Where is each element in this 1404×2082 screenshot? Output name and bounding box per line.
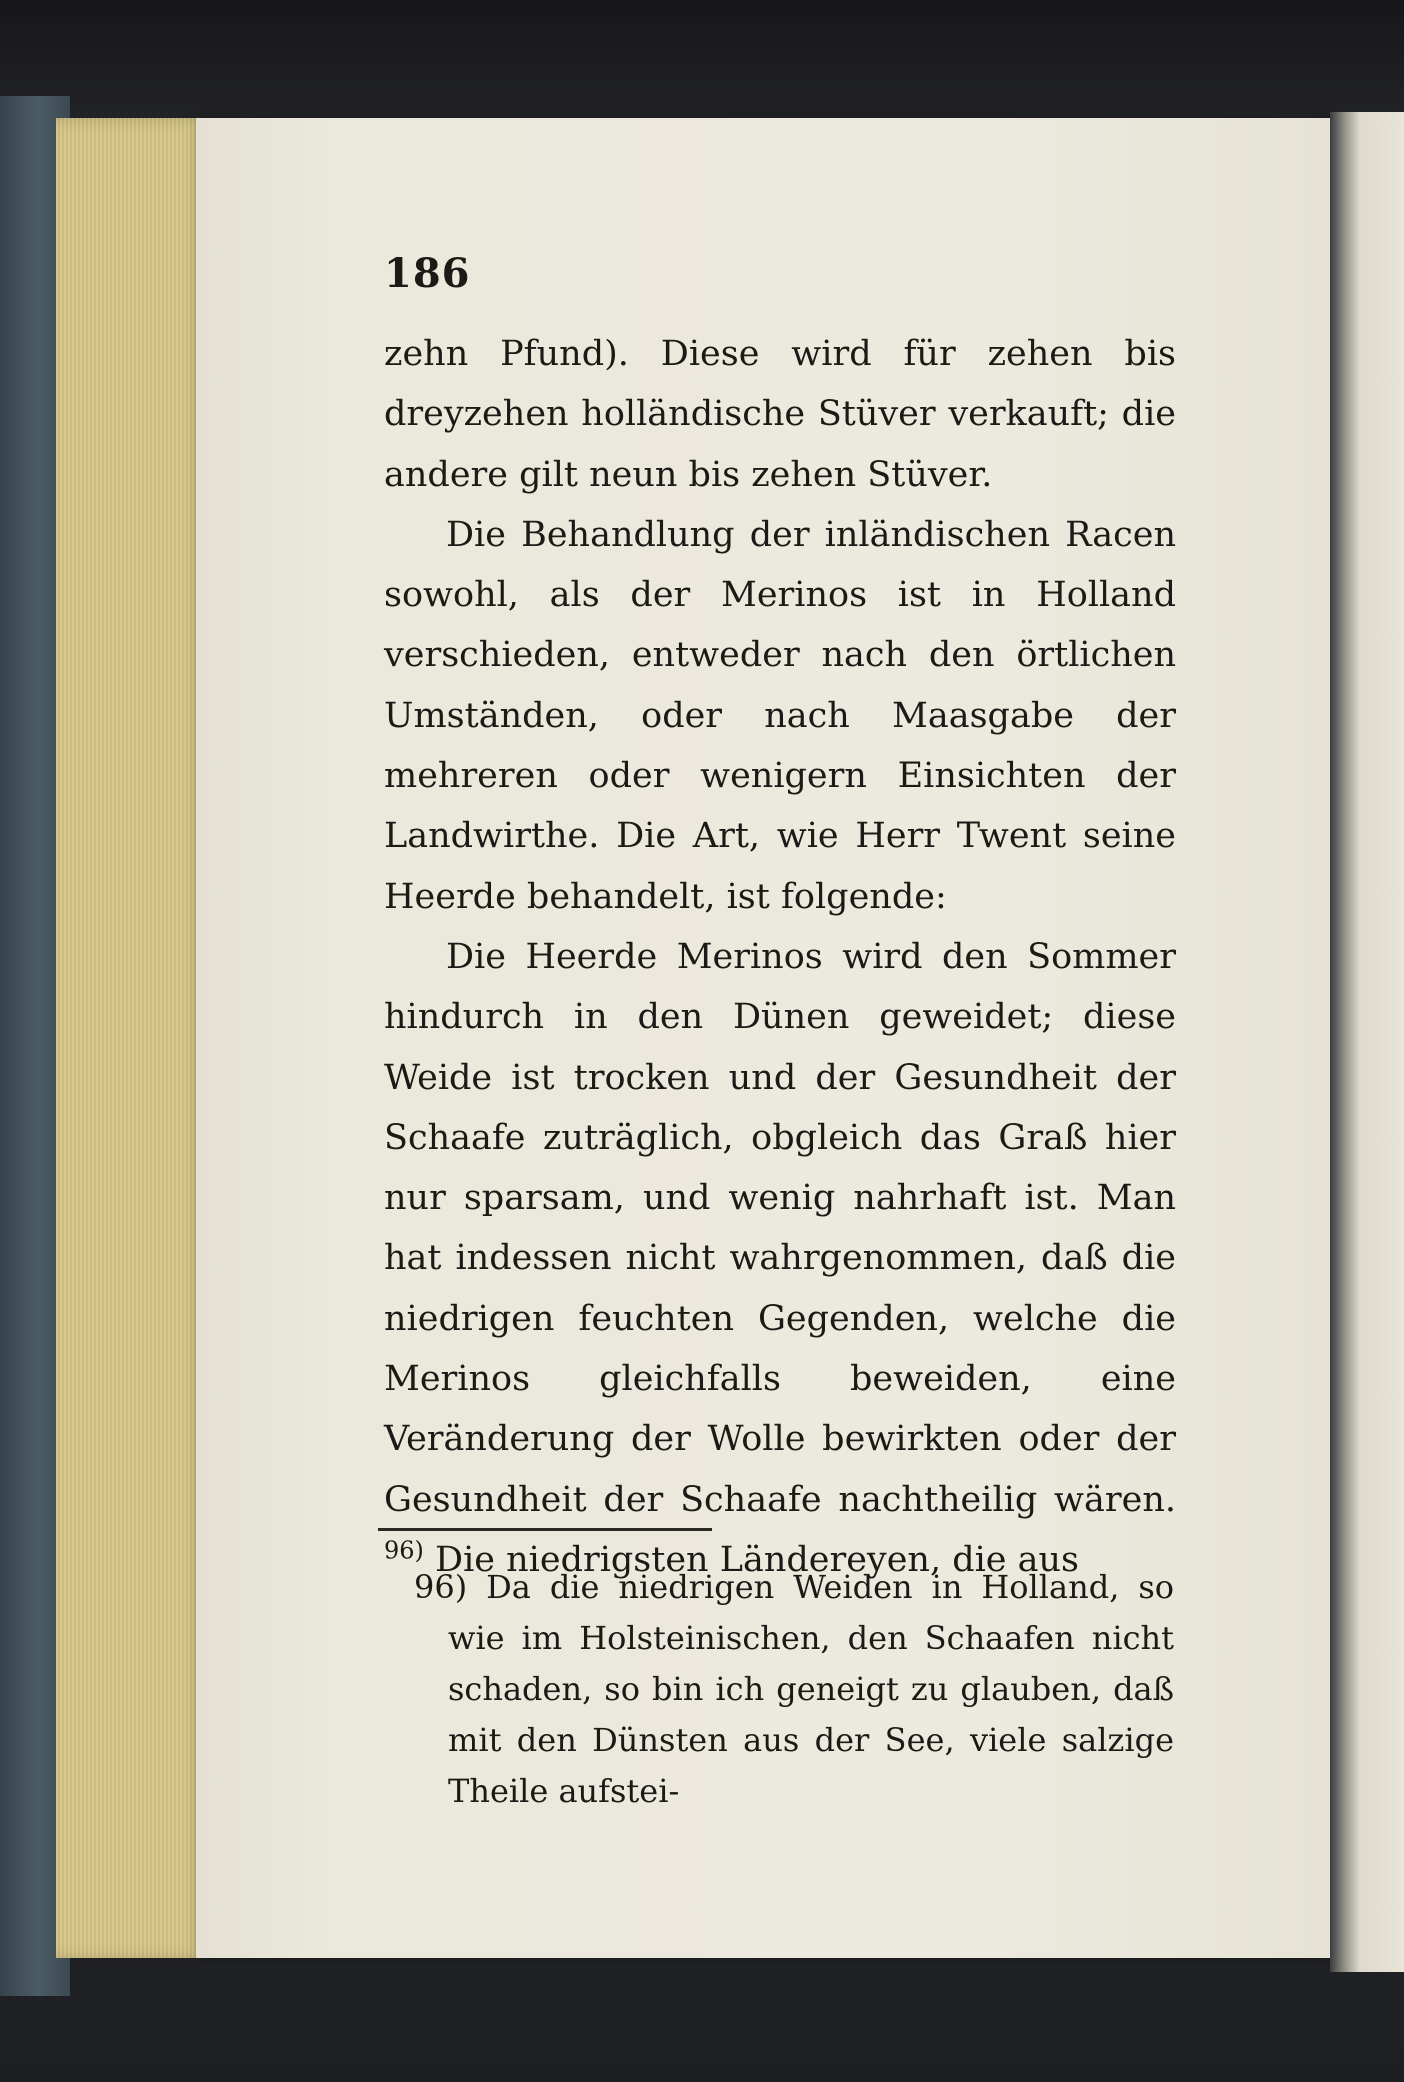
paragraph-3-text: Die Heerde Merinos wird den Sommer hindurch in den Dünen geweidet; diese Weide ist trocken und der Gesundheit der Schaafe zuträglich, obgleich das Graß hier nur sparsam, und wenig nahrhaft ist. Man hat indessen nicht wahrgenommen, daß die niedrigen feuchten Gegenden, welche die Merinos gleichfalls beweiden, eine Veränderung der Wolle bewirkten oder der Gesundheit der Schaafe nachtheilig wären. xyxy=(384,936,1176,1520)
page-stack-edge xyxy=(56,118,206,1958)
footnotes xyxy=(414,1562,1174,1817)
page-text-block xyxy=(384,250,1176,1590)
footnote-96: 96) Da die niedrigen Weiden in Holland, so wie im Holsteinischen, den Schaafen nicht schaden, so bin ich geneigt zu glauben, daß mit den Dünsten aus der See, viele salzige Theile aufstei- xyxy=(414,1568,1174,1810)
facing-page-edge xyxy=(1330,112,1404,1972)
paragraph-1: zehn Pfund). Diese wird für zehen bis dreyzehen holländische Stüver verkauft; die andere gilt neun bis zehen Stüver. xyxy=(384,334,1176,495)
footnote-separator xyxy=(378,1528,712,1531)
paragraph-2: Die Behandlung der inländischen Racen sowohl, als der Merinos ist in Holland verschieden, entweder nach den örtlichen Umständen, oder nach Maasgabe der mehreren oder wenigern Einsichten der Landwirthe. Die Art, wie Herr Twent seine Heerde behandelt, ist folgende: xyxy=(384,514,1176,917)
page-number: 186 xyxy=(384,250,471,297)
paragraph-3 xyxy=(384,927,1176,1590)
footnote-reference: 96) xyxy=(384,1536,424,1565)
paragraph-3-continuation: Die niedrigsten Ländereyen, die aus xyxy=(423,1539,1080,1580)
body-text xyxy=(384,324,1176,1590)
